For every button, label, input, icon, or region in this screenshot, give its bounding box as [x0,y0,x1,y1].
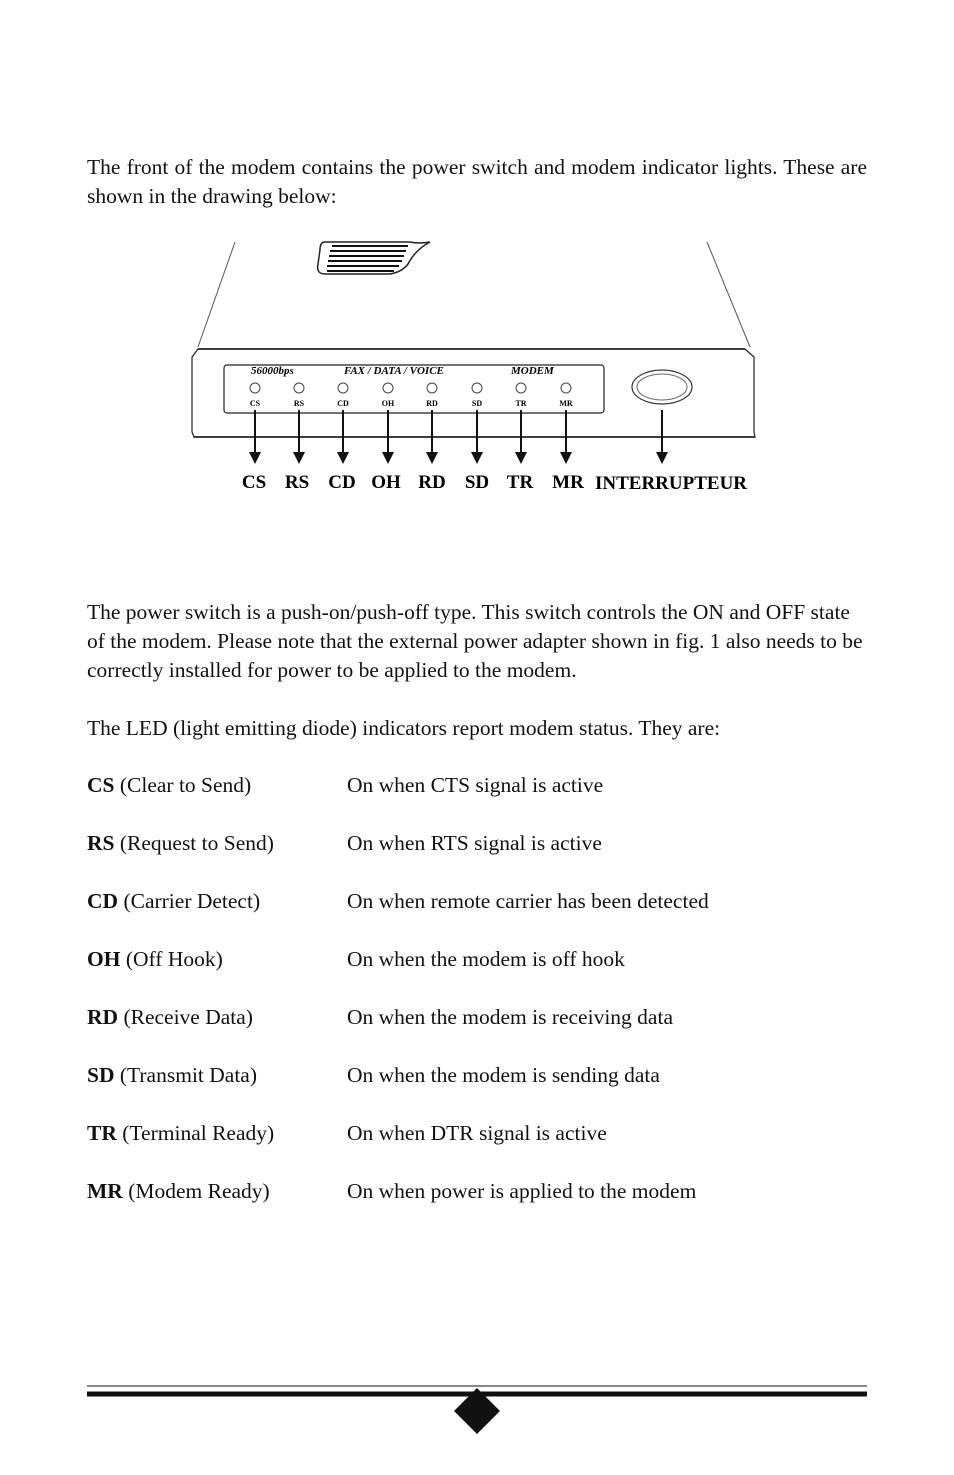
indicator-labels [242,472,584,493]
indicator-code: RS [87,831,115,855]
led-tr-icon [516,383,526,393]
vent-grille-icon [318,242,430,274]
indicator-definitions [87,771,867,1235]
indicator-row-sd [87,1061,867,1119]
indicator-description: On when the modem is off hook [347,947,625,971]
body-right-edge [707,242,750,347]
led-sd-icon [472,383,482,393]
modem-front-drawing [180,232,780,502]
led-indicators [250,383,573,408]
indicator-row-oh [87,945,867,1003]
led-sd-panel-label: SD [471,399,483,408]
intro-paragraph: The front of the modem contains the power switch and modem indicator lights. These are shown in the drawing below: [87,155,867,208]
label-mr: MR [552,472,584,493]
indicator-name: (Off Hook) [125,947,223,971]
led-cd-panel-label: CD [337,399,349,408]
footer-rule [0,1380,954,1440]
indicator-name: (Clear to Send) [119,773,252,797]
indicator-code: CS [87,773,115,797]
arrow-cs-head-icon [249,452,261,464]
modem-front-figure [180,232,780,502]
indicator-description: On when the modem is sending data [347,1063,660,1087]
indicator-term [87,829,274,858]
indicator-term [87,945,223,974]
indicator-description: On when power is applied to the modem [347,1179,697,1203]
indicator-code: RD [87,1005,119,1029]
indicator-term [87,1177,270,1206]
indicator-row-mr [87,1177,867,1235]
power-switch-icon [632,370,692,404]
indicator-row-cd [87,887,867,945]
indicator-term [87,1061,257,1090]
led-oh-panel-label: OH [381,399,395,408]
led-mr-icon [561,383,571,393]
arrow-oh-head-icon [382,452,394,464]
switch-label: INTERRUPTEUR [595,473,748,494]
indicator-name: (Request to Send) [119,831,274,855]
page-footer [0,1380,954,1440]
indicator-description: On when DTR signal is active [347,1121,607,1145]
indicator-term [87,771,251,800]
led-intro-paragraph: The LED (light emitting diode) indicators report modem status. They are: [87,716,721,740]
arrow-rd-head-icon [426,452,438,464]
indicator-code: TR [87,1121,117,1145]
indicator-name: (Modem Ready) [128,1179,270,1203]
body-left-edge [198,242,235,347]
arrow-cd-head-icon [337,452,349,464]
panel-speed-label: 56000bps [251,365,294,377]
indicator-description: On when CTS signal is active [347,773,604,797]
indicator-term [87,1003,253,1032]
led-rs-icon [294,383,304,393]
indicator-row-rs [87,829,867,887]
front-panel [192,349,755,437]
arrow-mr-head-icon [560,452,572,464]
label-cd: CD [328,472,356,493]
indicator-term [87,1119,274,1148]
indicator-name: (Transmit Data) [119,1063,258,1087]
indicator-code: OH [87,947,121,971]
label-cs: CS [241,472,267,493]
label-oh: OH [371,472,401,493]
arrow-tr-head-icon [515,452,527,464]
led-oh-icon [383,383,393,393]
label-tr: TR [506,472,534,493]
panel-brand-label: MODEM [511,365,554,377]
indicator-name: (Carrier Detect) [123,889,261,913]
led-tr-panel-label: TR [515,399,527,408]
indicator-description: On when the modem is receiving data [347,1005,673,1029]
indicator-row-cs [87,771,867,829]
power-switch-paragraph: The power switch is a push-on/push-off type. This switch controls the ON and OFF state of the modem. Please note that the external power adapter shown in fig. 1 also needs to be correctly installed for power to be applied to the modem. [87,600,863,682]
led-cd-icon [338,383,348,393]
led-cs-panel-label: CS [249,399,261,408]
indicator-description: On when remote carrier has been detected [347,889,709,913]
indicator-row-tr [87,1119,867,1177]
led-rd-panel-label: RD [426,399,438,408]
indicator-code: SD [87,1063,115,1087]
indicator-name: (Receive Data) [123,1005,253,1029]
led-rd-icon [427,383,437,393]
led-rs-panel-label: RS [293,399,305,408]
indicator-code: CD [87,889,119,913]
panel-modes-label: FAX / DATA / VOICE [344,365,444,377]
led-cs-icon [250,383,260,393]
indicator-code: MR [87,1179,123,1203]
indicator-term [87,887,260,916]
label-rd: RD [418,472,446,493]
label-sd: SD [464,472,490,493]
indicator-name: (Terminal Ready) [122,1121,275,1145]
arrow-sd-head-icon [471,452,483,464]
indicator-description: On when RTS signal is active [347,831,602,855]
indicator-row-rd [87,1003,867,1061]
led-mr-panel-label: MR [559,399,573,408]
arrow-rs-head-icon [293,452,305,464]
label-rs: RS [284,472,310,493]
